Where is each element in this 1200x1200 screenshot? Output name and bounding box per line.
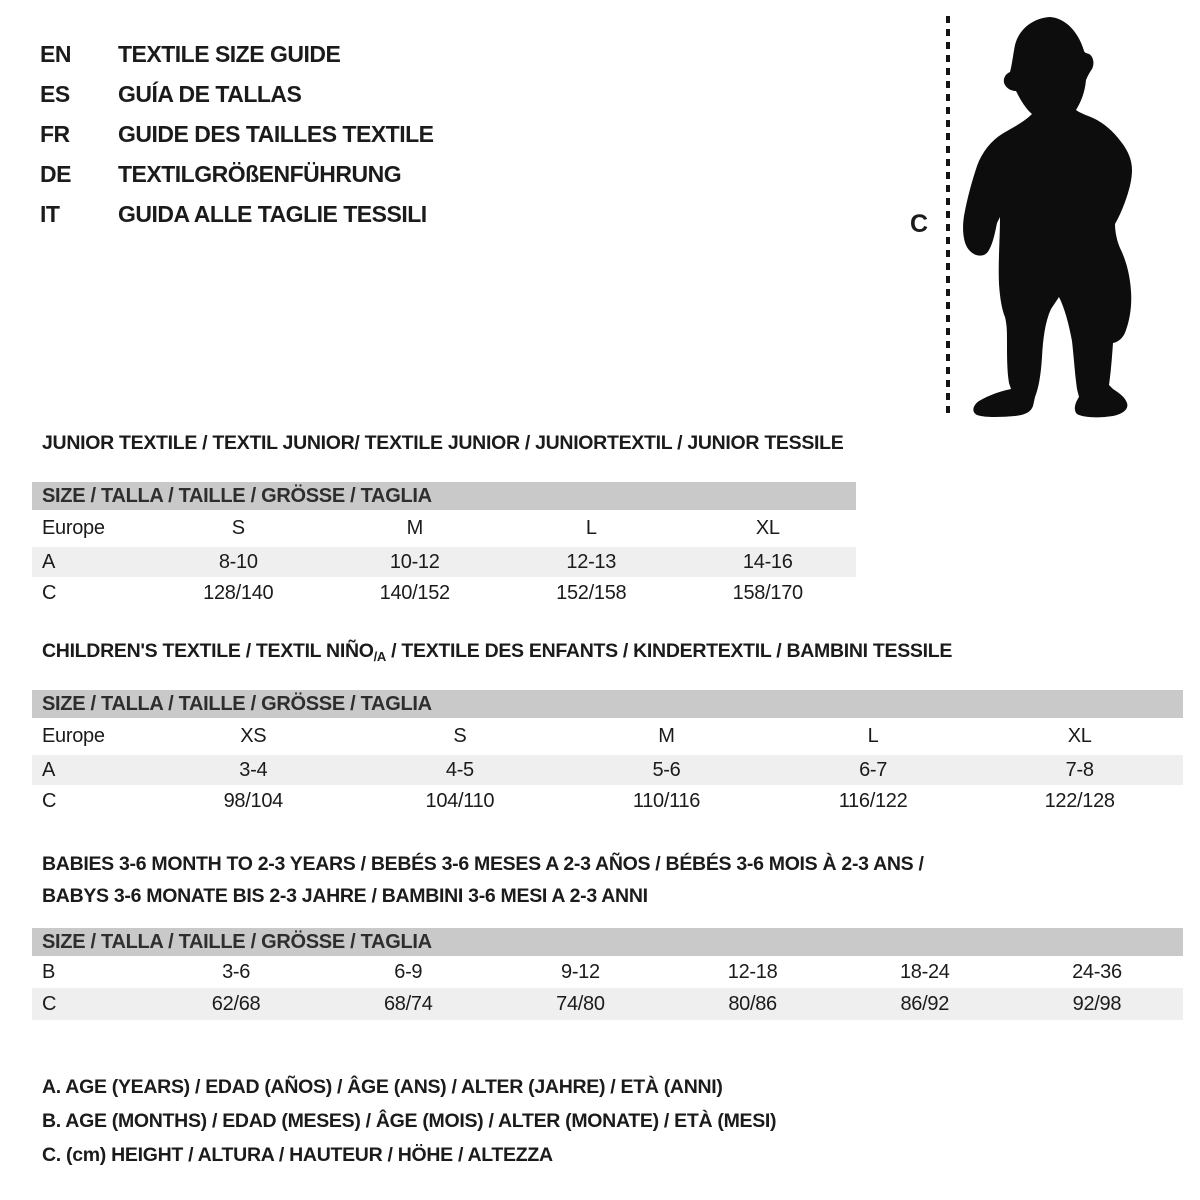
- language-row-es: [40, 74, 434, 114]
- language-code: EN: [40, 40, 71, 67]
- row-label: A: [42, 758, 56, 781]
- table-cell: 122/128: [1044, 789, 1115, 812]
- table-cell: 4-5: [445, 758, 474, 781]
- row-label: C: [42, 789, 57, 812]
- table-row-c: [32, 785, 1183, 817]
- row-label: C: [42, 992, 57, 1015]
- language-row-it: [40, 194, 434, 234]
- table-cell: 86/92: [900, 992, 950, 1015]
- table-row-a: [32, 547, 856, 577]
- row-label: B: [42, 960, 56, 983]
- table-cell: 12-13: [566, 550, 617, 573]
- language-title: TEXTILE SIZE GUIDE: [118, 40, 341, 67]
- table-cell: 10-12: [389, 550, 440, 573]
- table-row-c: [32, 988, 1183, 1020]
- children-columns-row: [32, 718, 1183, 755]
- babies-section-heading: [42, 848, 962, 912]
- size-column: S: [231, 517, 245, 539]
- table-cell: 92/98: [1072, 992, 1122, 1015]
- size-column: L: [867, 725, 879, 747]
- toddler-silhouette-path: [963, 17, 1132, 417]
- table-cell: 62/68: [211, 992, 261, 1015]
- row-label: A: [42, 550, 56, 573]
- language-code: ES: [40, 80, 70, 107]
- table-cell: 3-4: [239, 758, 268, 781]
- table-row-c: [32, 577, 856, 609]
- height-measure-dashed-line: [946, 16, 950, 416]
- table-cell: 74/80: [556, 992, 605, 1015]
- language-title: GUIDA ALLE TAGLIE TESSILI: [118, 200, 427, 227]
- language-list: [40, 34, 434, 234]
- table-cell: 128/140: [203, 581, 274, 604]
- size-column: XL: [755, 517, 780, 539]
- children-heading-part1: CHILDREN'S TEXTILE / TEXTIL NIÑO: [42, 640, 374, 662]
- table-cell: 7-8: [1065, 758, 1094, 781]
- babies-heading-line1: BABIES 3-6 MONTH TO 2-3 YEARS / BEBÉS 3-6 MESES A 2-3 AÑOS / BÉBÉS 3-6 MOIS À 2-3 ANS /: [42, 853, 924, 875]
- row-label: C: [42, 581, 57, 604]
- children-heading-subscript: /A: [373, 649, 387, 664]
- language-row-en: [40, 34, 434, 74]
- table-row-a: [32, 755, 1183, 785]
- table-cell: 12-18: [727, 960, 778, 983]
- table-cell: 110/116: [632, 789, 701, 812]
- legend-line-a: A. AGE (YEARS) / EDAD (AÑOS) / ÂGE (ANS) / ALTER (JAHRE) / ETÀ (ANNI): [42, 1075, 723, 1098]
- size-column: M: [406, 517, 423, 539]
- children-size-header-bar: SIZE / TALLA / TAILLE / GRÖSSE / TAGLIA: [32, 690, 1183, 718]
- table-cell: 140/152: [379, 581, 450, 604]
- children-section-heading: [42, 640, 952, 664]
- language-code: IT: [40, 200, 60, 227]
- junior-section-heading: JUNIOR TEXTILE / TEXTIL JUNIOR/ TEXTILE JUNIOR / JUNIORTEXTIL / JUNIOR TESSILE: [42, 432, 844, 454]
- table-cell: 80/86: [728, 992, 777, 1015]
- language-title: GUÍA DE TALLAS: [118, 80, 302, 107]
- language-row-fr: [40, 114, 434, 154]
- language-title: TEXTILGRÖßENFÜHRUNG: [118, 160, 402, 187]
- junior-columns-row: [32, 510, 856, 547]
- size-column: S: [453, 725, 467, 747]
- language-code: FR: [40, 120, 70, 147]
- language-title: GUIDE DES TAILLES TEXTILE: [118, 120, 434, 147]
- legend-line-c: C. (cm) HEIGHT / ALTURA / HAUTEUR / HÖHE / ALTEZZA: [42, 1143, 553, 1166]
- table-cell: 14-16: [742, 550, 793, 573]
- junior-size-header-bar: SIZE / TALLA / TAILLE / GRÖSSE / TAGLIA: [32, 482, 856, 510]
- table-cell: 24-36: [1072, 960, 1122, 983]
- table-cell: 68/74: [383, 992, 433, 1015]
- children-heading-part2: / TEXTILE DES ENFANTS / KINDERTEXTIL / BAMBINI TESSILE: [386, 640, 953, 662]
- region-label: Europe: [42, 725, 105, 747]
- region-label: Europe: [42, 517, 105, 539]
- size-column: L: [585, 517, 597, 539]
- size-column: XS: [240, 725, 267, 747]
- babies-heading-line2: BABYS 3-6 MONATE BIS 2-3 JAHRE / BAMBINI 3-6 MESI A 2-3 ANNI: [42, 885, 648, 907]
- table-cell: 6-7: [859, 758, 888, 781]
- size-column: XL: [1067, 725, 1092, 747]
- table-row-b: [32, 956, 1183, 988]
- table-cell: 5-6: [652, 758, 681, 781]
- table-cell: 152/158: [556, 581, 627, 604]
- table-cell: 98/104: [223, 789, 283, 812]
- legend: [42, 1070, 776, 1172]
- table-cell: 3-6: [222, 960, 251, 983]
- toddler-silhouette-image: [962, 14, 1137, 418]
- table-cell: 9-12: [561, 960, 600, 983]
- table-cell: 8-10: [218, 550, 258, 573]
- table-cell: 158/170: [732, 581, 803, 604]
- language-code: DE: [40, 160, 71, 187]
- table-cell: 6-9: [394, 960, 423, 983]
- babies-size-table: [32, 928, 1183, 1020]
- table-cell: 18-24: [899, 960, 950, 983]
- children-size-table: [32, 690, 1183, 817]
- language-row-de: [40, 154, 434, 194]
- table-cell: 104/110: [425, 789, 495, 812]
- size-column: M: [658, 725, 675, 747]
- junior-size-table: [32, 482, 856, 609]
- legend-line-b: B. AGE (MONTHS) / EDAD (MESES) / ÂGE (MOIS) / ALTER (MONATE) / ETÀ (MESI): [42, 1109, 777, 1132]
- babies-size-header-bar: SIZE / TALLA / TAILLE / GRÖSSE / TAGLIA: [32, 928, 1183, 956]
- measure-c-label: C: [910, 210, 929, 238]
- table-cell: 116/122: [838, 789, 908, 812]
